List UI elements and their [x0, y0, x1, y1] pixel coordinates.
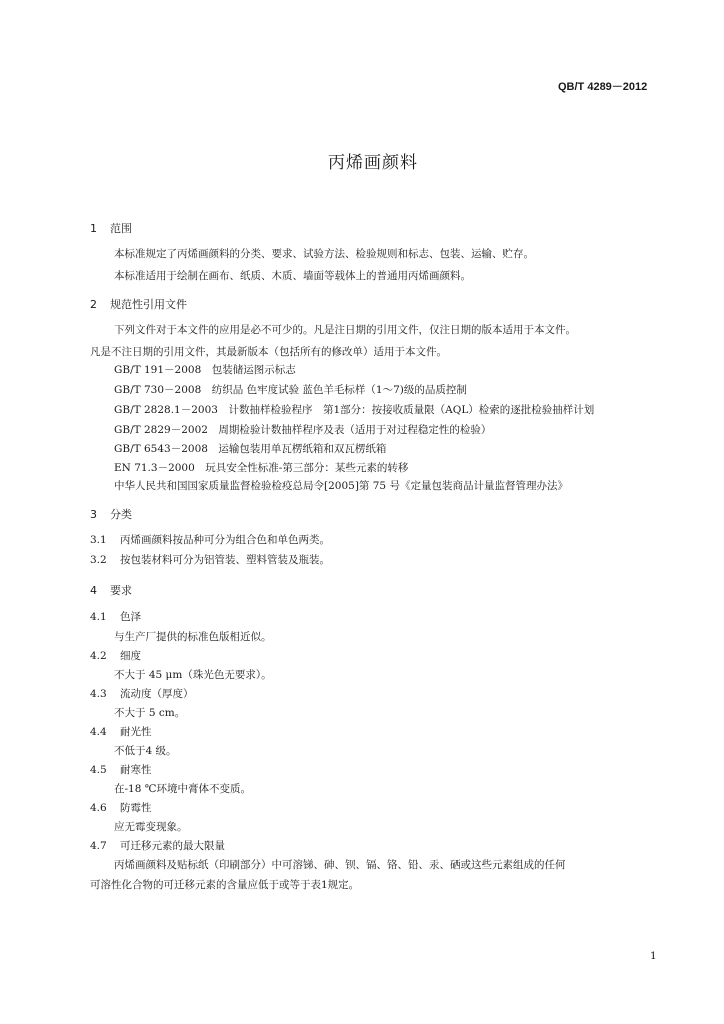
clause-title: 耐寒性 — [120, 764, 152, 776]
clause-item — [90, 552, 330, 567]
clause-heading — [90, 762, 152, 777]
paragraph: 凡是不注日期的引用文件，其最新版本（包括所有的修改单）适用于本文件。 — [90, 346, 447, 358]
clause-heading — [90, 724, 152, 739]
paragraph: 本标准适用于绘制在画布、纸质、木质、墙面等载体上的普通用丙烯画颜料。 — [114, 270, 471, 282]
section-4-heading — [90, 582, 132, 598]
reference-item: GB/T 6543－2008 运输包装用单瓦楞纸箱和双瓦楞纸箱 — [114, 443, 387, 455]
section-title: 要求 — [110, 584, 132, 597]
clause-number: 4.5 — [90, 764, 107, 776]
clause-number: 4.3 — [90, 688, 107, 700]
clause-body: 不大于 45 μm（珠光色无要求）。 — [114, 669, 272, 681]
section-title: 规范性引用文件 — [110, 298, 187, 311]
clause-item — [90, 532, 330, 547]
clause-title: 色泽 — [120, 611, 141, 623]
section-number: 4 — [90, 584, 97, 597]
clause-body: 不大于 5 cm。 — [114, 707, 186, 719]
clause-number: 4.2 — [90, 650, 107, 662]
section-number: 3 — [90, 508, 97, 521]
clause-body: 与生产厂提供的标准色版相近似。 — [114, 631, 272, 643]
clause-body: 在-18 ℃环境中膏体不变质。 — [114, 783, 251, 795]
clause-number: 4.7 — [90, 840, 107, 852]
standard-code: QB/T 4289－2012 — [558, 81, 648, 93]
section-title: 范围 — [110, 222, 132, 235]
clause-heading — [90, 609, 141, 624]
clause-title: 可迁移元素的最大限量 — [120, 840, 225, 852]
clause-heading — [90, 800, 152, 815]
clause-number: 4.1 — [90, 611, 107, 623]
reference-item: GB/T 730－2008 纺织品 色牢度试验 蓝色羊毛标样（1～7)级的品质控制 — [114, 384, 467, 396]
paragraph: 本标准规定了丙烯画颜料的分类、要求、试验方法、检验规则和标志、包装、运输、贮存。 — [114, 248, 534, 260]
page-number: 1 — [650, 950, 657, 962]
section-1-heading — [90, 220, 132, 236]
clause-title: 防霉性 — [120, 802, 152, 814]
reference-item: GB/T 2829－2002 周期检验计数抽样程序及表（适用于对过程稳定性的检验） — [114, 424, 492, 436]
clause-title: 流动度（厚度） — [120, 688, 194, 700]
clause-text: 丙烯画颜料按品种可分为组合色和单色两类。 — [120, 534, 330, 546]
reference-item: 中华人民共和国国家质量监督检验检疫总局令[2005]第 75 号《定量包装商品计量监督管理办法》 — [114, 480, 568, 492]
clause-heading — [90, 838, 225, 853]
clause-title: 细度 — [120, 650, 141, 662]
reference-item: GB/T 191－2008 包装储运图示标志 — [114, 364, 296, 376]
section-number: 1 — [90, 222, 97, 235]
document-title: 丙烯画颜料 — [328, 153, 418, 173]
section-title: 分类 — [110, 508, 132, 521]
clause-number: 3.1 — [90, 534, 107, 546]
reference-item: GB/T 2828.1－2003 计数抽样检验程序 第1部分：按接收质量限（AQL）检索的逐批检验抽样计划 — [114, 404, 595, 416]
clause-title: 耐光性 — [120, 726, 152, 738]
clause-text: 按包装材料可分为铝管装、塑料管装及瓶装。 — [120, 554, 330, 566]
clause-body: 丙烯画颜料及贴标纸（印刷部分）中可溶锑、砷、钡、镉、铬、铅、汞、硒或这些元素组成的任何 — [114, 859, 566, 871]
clause-number: 4.4 — [90, 726, 107, 738]
clause-body: 不低于4 级。 — [114, 745, 177, 757]
clause-number: 3.2 — [90, 554, 107, 566]
clause-body: 可溶性化合物的可迁移元素的含量应低于或等于表1规定。 — [90, 879, 360, 891]
section-3-heading — [90, 506, 132, 522]
clause-heading — [90, 686, 194, 701]
clause-heading — [90, 648, 141, 663]
section-number: 2 — [90, 298, 97, 311]
clause-number: 4.6 — [90, 802, 107, 814]
section-2-heading — [90, 296, 187, 312]
paragraph: 下列文件对于本文件的应用是必不可少的。凡是注日期的引用文件，仅注日期的版本适用于本文件。 — [114, 324, 576, 336]
reference-item: EN 71.3－2000 玩具安全性标准-第三部分：某些元素的转移 — [114, 462, 409, 474]
clause-body: 应无霉变现象。 — [114, 821, 188, 833]
